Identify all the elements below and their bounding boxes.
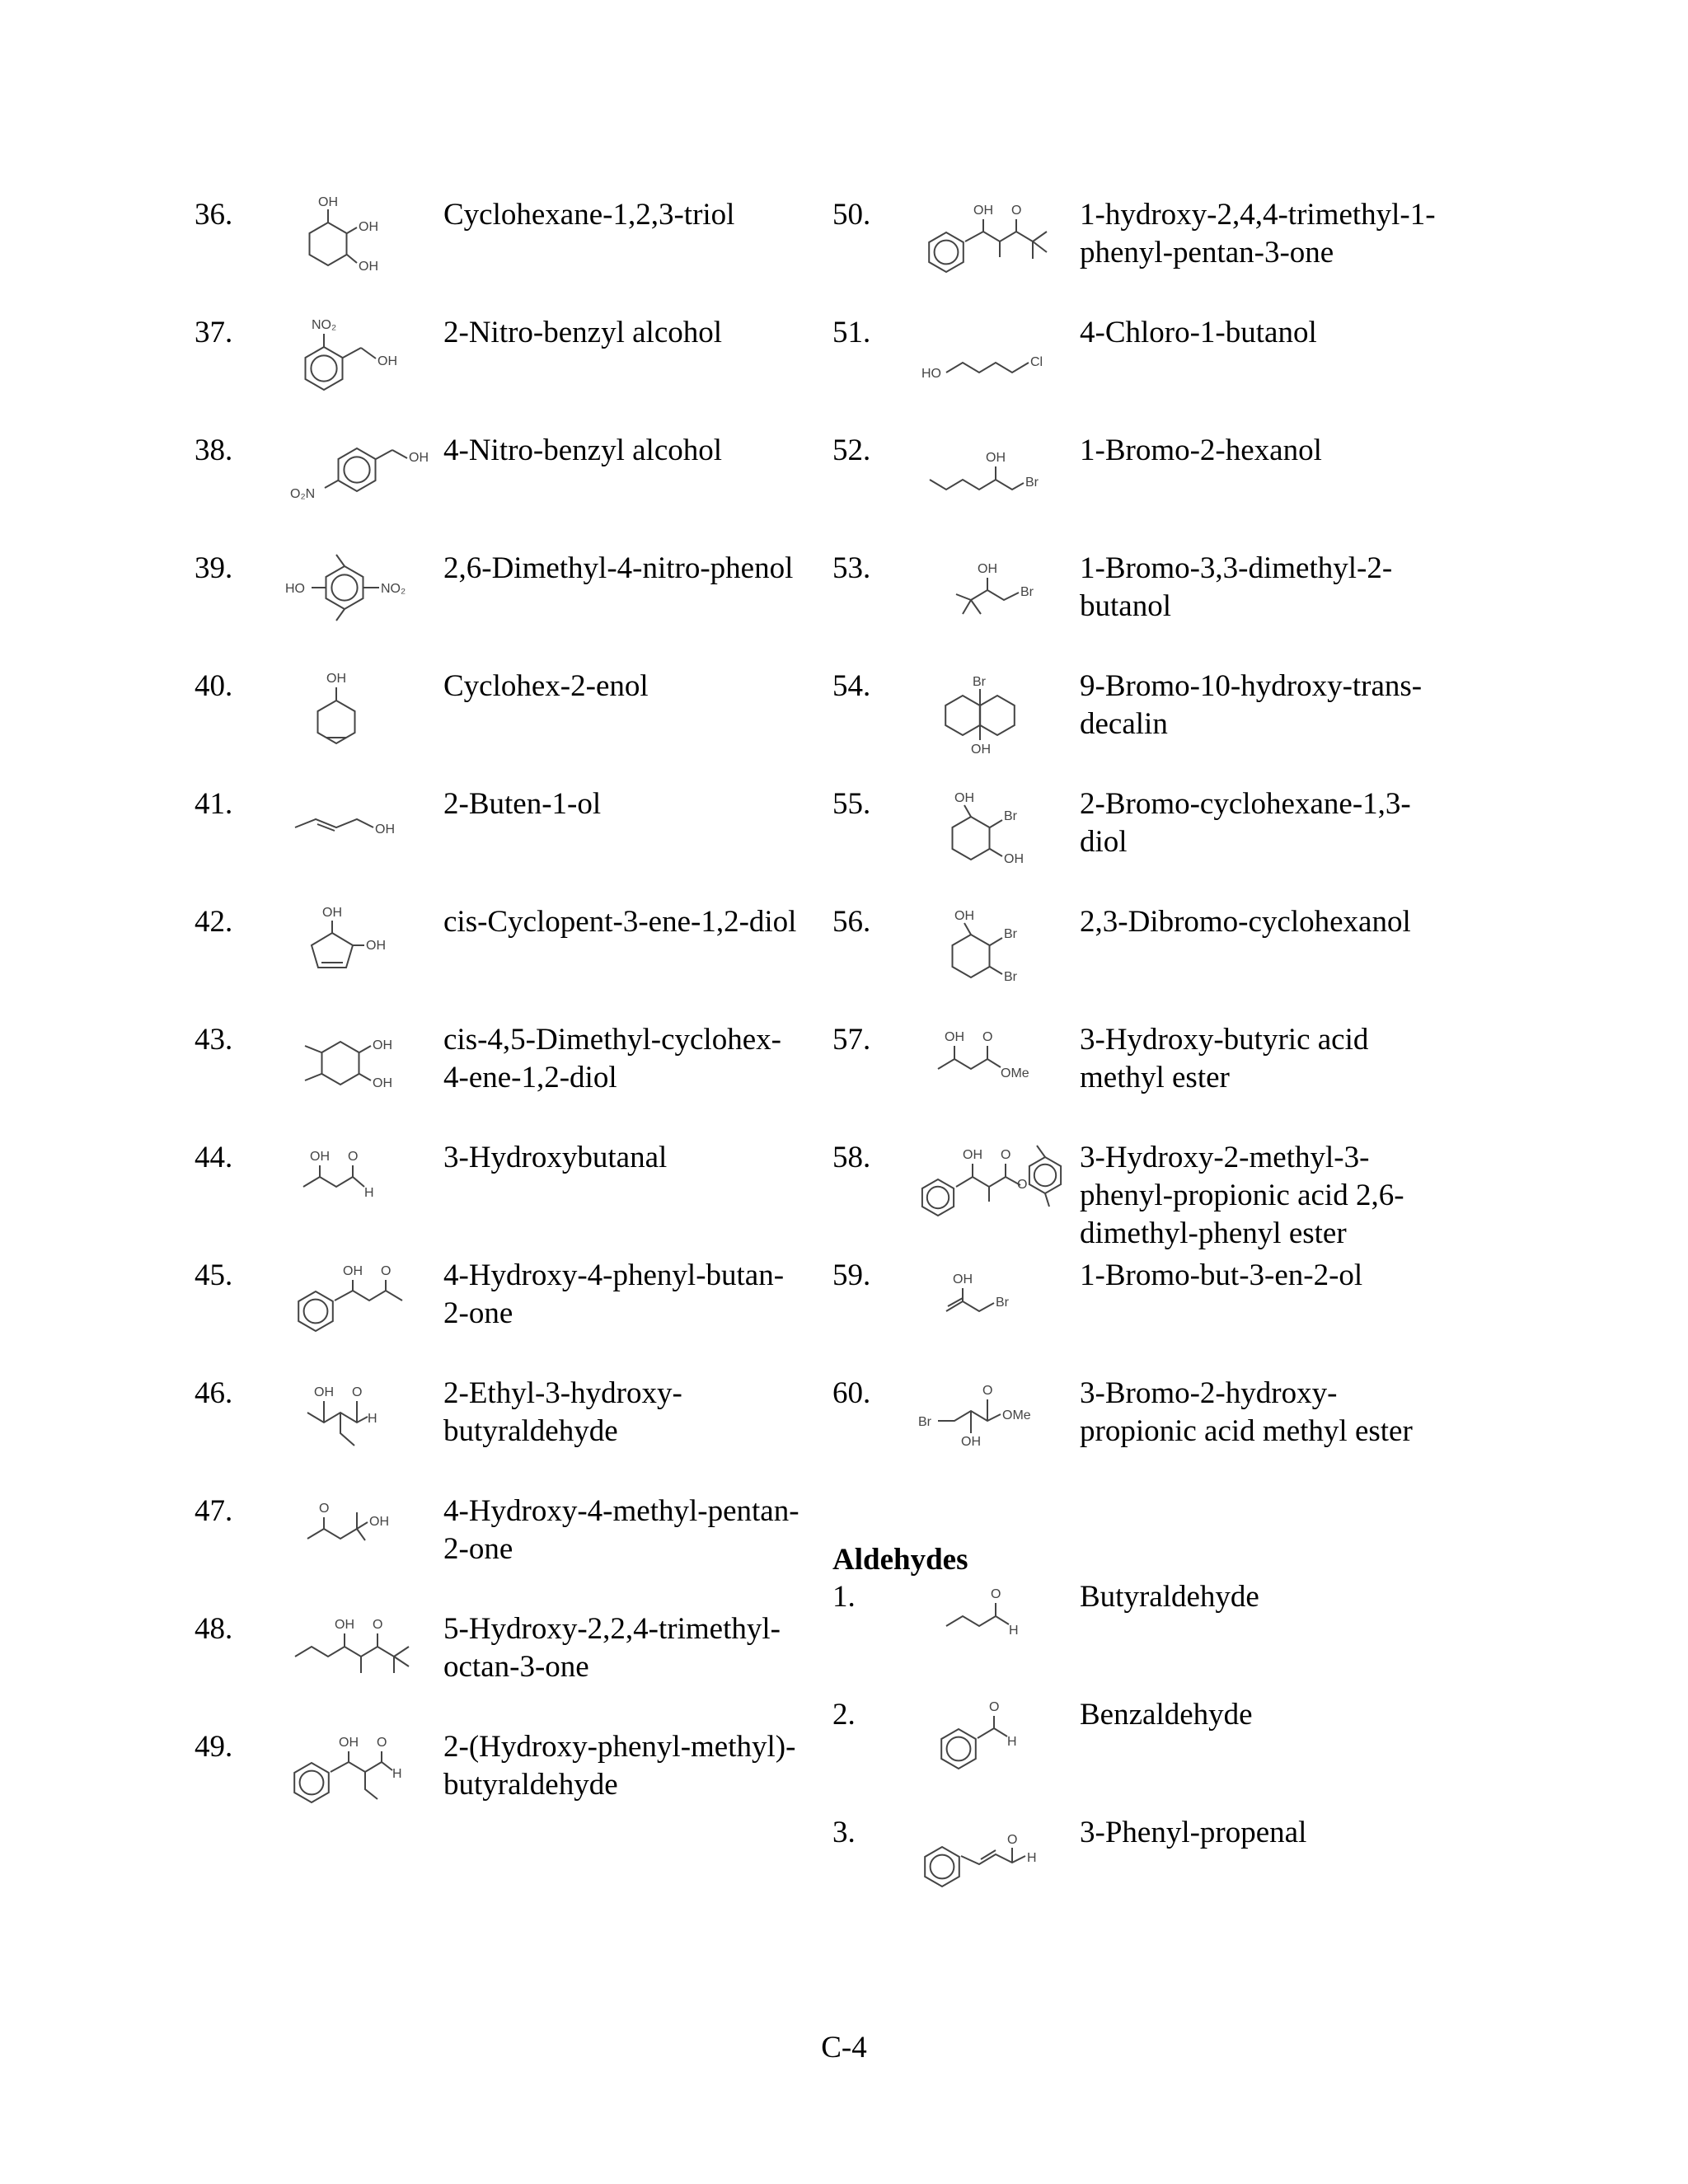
entry-number: 60. [832, 1376, 871, 1410]
svg-text:OH: OH [373, 1076, 392, 1090]
svg-text:Br: Br [918, 1415, 931, 1429]
svg-text:OH: OH [359, 220, 378, 234]
compound-name: 2-(Hydroxy-phenyl-methyl)-butyraldehyde [443, 1730, 796, 1802]
compound-name: 4-Nitro-benzyl alcohol [443, 434, 723, 467]
svg-text:Cl: Cl [1030, 355, 1043, 369]
entry-number: 53. [832, 551, 871, 585]
entry-number: 51. [832, 316, 871, 349]
svg-text:OH: OH [335, 1618, 354, 1632]
svg-text:O: O [381, 1264, 392, 1278]
svg-text:O: O [377, 1736, 387, 1750]
structure-diagram [913, 546, 1062, 637]
structure-diagram [279, 429, 427, 519]
entry-number: 54. [832, 669, 871, 703]
structure-diagram [913, 1811, 1062, 1901]
structure-diagram [279, 193, 427, 284]
svg-text:OH: OH [973, 204, 993, 218]
entry-number: 47. [195, 1494, 233, 1528]
svg-text:H: H [368, 1412, 377, 1426]
svg-text:OH: OH [971, 743, 991, 757]
entry-number: 59. [832, 1258, 871, 1292]
svg-text:O: O [352, 1385, 363, 1399]
structure-diagram [913, 429, 1062, 519]
structure-diagram [279, 1371, 427, 1462]
compound-name: 9-Bromo-10-hydroxy-trans-decalin [1080, 669, 1423, 741]
compound-name: 3-Phenyl-propenal [1080, 1816, 1307, 1849]
svg-text:OH: OH [314, 1385, 334, 1399]
svg-text:OH: OH [409, 451, 429, 465]
svg-text:Br: Br [996, 1296, 1009, 1310]
compound-name: Cyclohex-2-enol [443, 669, 649, 703]
structure-diagram [279, 1254, 427, 1344]
svg-text:OH: OH [366, 939, 386, 953]
compound-name: cis-Cyclopent-3-ene-1,2-diol [443, 905, 797, 939]
compound-name: 2,6-Dimethyl-4-nitro-phenol [443, 551, 794, 585]
structure-diagram [913, 311, 1062, 401]
structure-diagram [279, 782, 427, 873]
svg-text:O: O [1011, 204, 1022, 218]
compound-name: 2-Bromo-cyclohexane-1,3-diol [1080, 787, 1411, 859]
entry-number: 57. [832, 1023, 871, 1057]
svg-text:H: H [364, 1186, 374, 1200]
svg-text:H: H [1009, 1624, 1019, 1638]
entry-number: 41. [195, 787, 233, 821]
svg-text:OH: OH [322, 906, 342, 920]
svg-text:OMe: OMe [1002, 1408, 1031, 1422]
svg-text:HO: HO [285, 582, 305, 596]
structure-diagram [913, 782, 1062, 873]
svg-text:OH: OH [318, 195, 338, 209]
svg-text:O: O [982, 1030, 993, 1044]
svg-text:O: O [373, 1618, 383, 1632]
svg-text:O: O [1007, 1833, 1018, 1847]
svg-text:OH: OH [359, 260, 378, 274]
svg-text:Br: Br [1020, 585, 1034, 599]
svg-text:NO₂: NO₂ [381, 582, 406, 596]
svg-text:OH: OH [343, 1264, 363, 1278]
svg-text:Br: Br [973, 675, 986, 689]
svg-text:O: O [1001, 1148, 1011, 1162]
structure-diagram [279, 546, 427, 637]
entry-number: 44. [195, 1141, 233, 1174]
structure-diagram [913, 1254, 1062, 1344]
svg-text:H: H [1007, 1735, 1017, 1749]
svg-text:OH: OH [375, 823, 395, 837]
svg-text:O: O [982, 1384, 993, 1398]
svg-text:OH: OH [373, 1038, 392, 1052]
compound-name: 2,3-Dibromo-cyclohexanol [1080, 905, 1411, 939]
svg-text:O: O [989, 1700, 1000, 1714]
svg-text:OMe: OMe [1001, 1066, 1029, 1080]
entry-number: 48. [195, 1612, 233, 1646]
entry-number: 58. [832, 1141, 871, 1174]
compound-name: 2-Ethyl-3-hydroxy-butyraldehyde [443, 1376, 682, 1448]
entry-number: 37. [195, 316, 233, 349]
entry-number: 38. [195, 434, 233, 467]
compound-name: 4-Chloro-1-butanol [1080, 316, 1317, 349]
compound-name: Cyclohexane-1,2,3-triol [443, 198, 735, 232]
svg-text:OH: OH [953, 1272, 973, 1286]
entry-number: 42. [195, 905, 233, 939]
compound-name: 4-Hydroxy-4-phenyl-butan-2-one [443, 1258, 785, 1330]
svg-text:O: O [348, 1150, 359, 1164]
svg-text:OH: OH [961, 1435, 981, 1449]
svg-text:H: H [392, 1767, 402, 1781]
compound-name: 1-Bromo-3,3-dimethyl-2-butanol [1080, 551, 1393, 623]
entry-number: 46. [195, 1376, 233, 1410]
entry-number: 50. [832, 198, 871, 232]
structure-diagram [279, 1725, 427, 1816]
svg-text:OH: OH [978, 562, 997, 576]
structure-diagram [279, 664, 427, 755]
svg-text:OH: OH [986, 451, 1006, 465]
svg-text:OH: OH [945, 1030, 964, 1044]
page-number: C-4 [821, 2031, 867, 2064]
structure-diagram [913, 193, 1062, 284]
aldehydes-heading: Aldehydes [832, 1543, 968, 1577]
structure-diagram [279, 1136, 427, 1226]
compound-name: 3-Hydroxy-butyric acid methyl ester [1080, 1023, 1369, 1094]
svg-text:O: O [991, 1587, 1001, 1601]
svg-text:OH: OH [339, 1736, 359, 1750]
structure-diagram [913, 664, 1062, 755]
compound-name: 3-Bromo-2-hydroxy-propionic acid methyl ester [1080, 1376, 1413, 1448]
structure-diagram [913, 1575, 1062, 1666]
compound-name: 3-Hydroxy-2-methyl-3-phenyl-propionic acid 2,6-dimethyl-phenyl ester [1080, 1141, 1404, 1250]
svg-text:NO₂: NO₂ [312, 318, 337, 332]
compound-name: 3-Hydroxybutanal [443, 1141, 668, 1174]
structure-diagram [913, 900, 1062, 991]
compound-name: Butyraldehyde [1080, 1580, 1259, 1614]
structure-diagram [279, 900, 427, 991]
entry-number: 43. [195, 1023, 233, 1057]
structure-diagram [913, 1018, 1062, 1108]
structure-diagram [913, 1136, 1062, 1226]
structure-diagram [913, 1693, 1062, 1783]
svg-text:OH: OH [954, 909, 974, 923]
structure-diagram [279, 1607, 427, 1698]
svg-text:OH: OH [326, 672, 346, 686]
svg-text:H: H [1027, 1851, 1037, 1865]
structure-diagram [279, 1489, 427, 1580]
svg-text:Br: Br [1004, 927, 1017, 941]
svg-text:HO: HO [921, 367, 941, 381]
svg-text:OH: OH [963, 1148, 982, 1162]
compound-name: 5-Hydroxy-2,2,4-trimethyl-octan-3-one [443, 1612, 781, 1684]
entry-number: 2. [832, 1698, 856, 1732]
svg-text:OH: OH [369, 1515, 389, 1529]
structure-diagram [913, 1371, 1062, 1462]
compound-name: Benzaldehyde [1080, 1698, 1253, 1732]
compound-name: 1-hydroxy-2,4,4-trimethyl-1-phenyl-pentan-3-one [1080, 198, 1436, 269]
entry-number: 45. [195, 1258, 233, 1292]
compound-name: 4-Hydroxy-4-methyl-pentan-2-one [443, 1494, 799, 1566]
structure-diagram [279, 1018, 427, 1108]
entry-number: 1. [832, 1580, 856, 1614]
svg-text:Br: Br [1025, 476, 1039, 490]
svg-text:OH: OH [377, 354, 397, 368]
entry-number: 55. [832, 787, 871, 821]
entry-number: 36. [195, 198, 233, 232]
compound-name: 2-Nitro-benzyl alcohol [443, 316, 723, 349]
entry-number: 3. [832, 1816, 856, 1849]
compound-name: 2-Buten-1-ol [443, 787, 602, 821]
svg-text:Br: Br [1004, 970, 1017, 984]
svg-text:O: O [1017, 1178, 1028, 1192]
compound-name: cis-4,5-Dimethyl-cyclohex-4-ene-1,2-diol [443, 1023, 781, 1094]
svg-text:Br: Br [1004, 809, 1017, 823]
entry-number: 40. [195, 669, 233, 703]
compound-name: 1-Bromo-but-3-en-2-ol [1080, 1258, 1363, 1292]
svg-text:OH: OH [954, 791, 974, 805]
svg-text:O: O [319, 1502, 330, 1516]
entry-number: 49. [195, 1730, 233, 1764]
svg-text:OH: OH [310, 1150, 330, 1164]
entry-number: 52. [832, 434, 871, 467]
compound-name: 1-Bromo-2-hexanol [1080, 434, 1322, 467]
structure-diagram [279, 311, 427, 401]
entry-number: 56. [832, 905, 871, 939]
svg-text:OH: OH [1004, 852, 1024, 866]
svg-text:O₂N: O₂N [290, 487, 316, 501]
entry-number: 39. [195, 551, 233, 585]
